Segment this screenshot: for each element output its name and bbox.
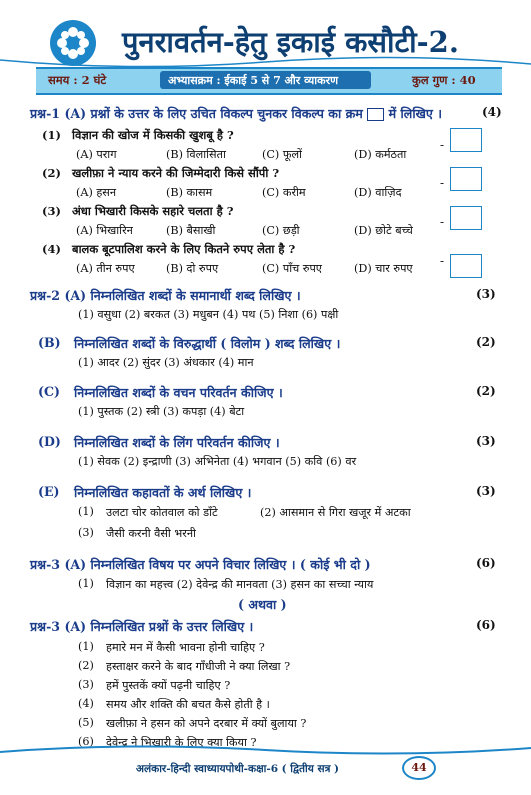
- syllabus-label: अभ्यासक्रम : ईकाई 5 से 7 और व्याकरण: [168, 74, 339, 87]
- q2a-marks: (3): [476, 287, 496, 301]
- q3b-item-6-text: देवेन्द्र ने भिखारी के लिए क्या किया ?: [106, 736, 257, 749]
- q1-item-3-num: (3): [42, 204, 61, 218]
- answer-box-1[interactable]: [450, 128, 482, 152]
- q2e-num-1: (1): [78, 505, 94, 518]
- q1-item-3-opt-c: (C) छड़ी: [262, 224, 300, 237]
- q1-item-4-opt-d: (D) चार रुपए: [354, 262, 413, 275]
- answer-dash: -: [440, 254, 445, 268]
- q1-item-1-opt-b: (B) विलासिता: [166, 148, 226, 161]
- q2c-marks: (2): [476, 384, 496, 398]
- q3b-heading: प्रश्न-3 (A) निम्नलिखित प्रश्नों के उत्तर लिखिए ।: [30, 619, 254, 634]
- q1-item-4-opt-b: (B) दो रुपए: [166, 262, 219, 275]
- q1-item-2-text: खलीफ़ा ने न्याय करने की जिम्मेदारी किसे सौंपी ?: [72, 166, 280, 180]
- q2e-proverb-2: (2) आसमान से गिरा खजूर में अटका: [260, 506, 411, 519]
- meta-bar: [36, 67, 502, 95]
- answer-dash: -: [440, 176, 445, 190]
- q2c-words: (1) पुस्तक (2) स्त्री (3) कपड़ा (4) बेटा: [78, 405, 245, 418]
- q3b-item-4-text: समय और शक्ति की बचत कैसे होती है ।: [106, 698, 270, 711]
- q3b-item-3-num: (3): [78, 678, 94, 691]
- q3b-item-1-num: (1): [78, 640, 94, 653]
- footer-book-title: अलंकार-हिन्दी स्वाध्यायपोथी-कक्षा-6 ( द्वितीय सत्र ): [136, 763, 340, 775]
- q1-item-1-opt-a: (A) पराग: [76, 148, 117, 161]
- q1-item-3-text: अंधा भिखारी किसके सहारे चलता है ?: [72, 204, 234, 218]
- q2c-label: (C): [38, 384, 60, 399]
- q1-item-2-num: (2): [42, 166, 61, 180]
- total-marks-label: कुल गुण : 40: [412, 73, 476, 87]
- q3b-item-1-text: हमारे मन में कैसी भावना होनी चाहिए ?: [106, 641, 265, 654]
- q3b-item-3-text: हमें पुस्तकें क्यों पढ़नी चाहिए ?: [106, 679, 231, 692]
- q2e-heading: निम्नलिखित कहावतों के अर्थ लिखिए ।: [74, 485, 252, 500]
- q3b-marks: (6): [476, 618, 496, 632]
- q3b-item-4-num: (4): [78, 697, 94, 710]
- answer-box-icon: [367, 108, 384, 121]
- q2e-marks: (3): [476, 484, 496, 498]
- answer-box-2[interactable]: [450, 167, 482, 191]
- q1-heading: [30, 105, 442, 122]
- q2d-label: (D): [38, 434, 61, 449]
- q1-item-2-opt-a: (A) हसन: [76, 186, 117, 199]
- q1-item-2-opt-c: (C) करीम: [262, 186, 306, 199]
- or-divider: ( अथवा ): [238, 597, 287, 612]
- q2b-marks: (2): [476, 335, 496, 349]
- syllabus-pill: [160, 71, 371, 89]
- q1-item-4-opt-c: (C) पाँच रुपए: [262, 262, 322, 275]
- answer-dash: -: [440, 215, 445, 229]
- time-label: समय : 2 घंटे: [48, 73, 107, 87]
- q1-item-3-opt-a: (A) भिखारिन: [76, 224, 133, 237]
- q2d-heading: निम्नलिखित शब्दों के लिंग परिवर्तन कीजिए ।: [74, 435, 280, 450]
- q1-item-2-opt-b: (B) कासम: [166, 186, 213, 199]
- q1-item-1-opt-c: (C) फूलों: [262, 148, 302, 161]
- answer-dash: -: [440, 138, 445, 152]
- q3b-item-2-num: (2): [78, 659, 94, 672]
- q1-marks: (4): [482, 105, 502, 119]
- q2e-proverb-1: उलटा चोर कोतवाल को डाँटे: [106, 506, 218, 519]
- q3b-item-6-num: (6): [78, 735, 94, 748]
- q2b-label: (B): [38, 335, 61, 350]
- q3a-num: (1): [78, 577, 94, 590]
- q3b-item-2-text: हस्ताक्षर करने के बाद गाँधीजी ने क्या लिखा ?: [106, 660, 291, 673]
- page-title: पुनरावर्तन-हेतु इकाई कसौटी-2.: [122, 25, 459, 59]
- q1-item-4-text: बालक बूटपालिश करने के लिए कितने रुपए लेता है ?: [72, 242, 296, 256]
- q1-heading-pre: प्रश्न-1 (A) प्रश्नों के उत्तर के लिए उचित विकल्प चुनकर विकल्प का क्रम: [30, 106, 363, 121]
- q2a-words: (1) वसुधा (2) बरकत (3) मधुबन (4) पथ (5) निशा (6) पक्षी: [78, 308, 339, 321]
- q1-item-4-opt-a: (A) तीन रुपए: [76, 262, 135, 275]
- q2d-marks: (3): [476, 434, 496, 448]
- q3a-topics: विज्ञान का महत्त्व (2) देवेन्द्र की मानवता (3) हसन का सच्चा न्याय: [106, 578, 374, 591]
- q2a-heading: प्रश्न-2 (A) निम्नलिखित शब्दों के समानार्थी शब्द लिखिए ।: [30, 288, 301, 303]
- q2c-heading: निम्नलिखित शब्दों के वचन परिवर्तन कीजिए ।: [74, 385, 283, 400]
- q1-heading-post: में लिखिए ।: [388, 106, 443, 121]
- answer-box-3[interactable]: [450, 206, 482, 230]
- q3b-item-5-num: (5): [78, 716, 94, 729]
- q2b-heading: निम्नलिखित शब्दों के विरुद्धार्थी ( विलोम ) शब्द लिखिए ।: [74, 336, 341, 351]
- q1-item-3-opt-b: (B) बैसाखी: [166, 224, 216, 237]
- q1-item-4-num: (4): [42, 242, 61, 256]
- page-number: 44: [402, 756, 436, 780]
- flower-logo-icon: [50, 20, 96, 66]
- q1-item-2-opt-d: (D) वाज़िद: [354, 186, 402, 199]
- q2e-label: (E): [38, 484, 60, 499]
- q1-item-3-opt-d: (D) छोटे बच्चे: [354, 224, 413, 237]
- q1-item-1-num: (1): [42, 128, 61, 142]
- q2d-words: (1) सेवक (2) इन्द्राणी (3) अभिनेता (4) भगवान (5) कवि (6) वर: [78, 455, 357, 468]
- q1-item-1-opt-d: (D) कर्मठता: [354, 148, 407, 161]
- q2e-num-3: (3): [78, 526, 94, 539]
- q2b-words: (1) आदर (2) सुंदर (3) अंधकार (4) मान: [78, 356, 254, 369]
- q3b-item-5-text: खलीफ़ा ने हसन को अपने दरबार में क्यों बुलाया ?: [106, 717, 307, 730]
- answer-box-4[interactable]: [450, 254, 482, 278]
- q3a-heading: प्रश्न-3 (A) निम्नलिखित विषय पर अपने विचार लिखिए । ( कोई भी दो ): [30, 557, 371, 572]
- q1-item-1-text: विज्ञान की खोज में किसकी खुशबू है ?: [72, 128, 234, 142]
- q3a-marks: (6): [476, 556, 496, 570]
- q2e-proverb-3: जैसी करनी वैसी भरनी: [106, 527, 196, 540]
